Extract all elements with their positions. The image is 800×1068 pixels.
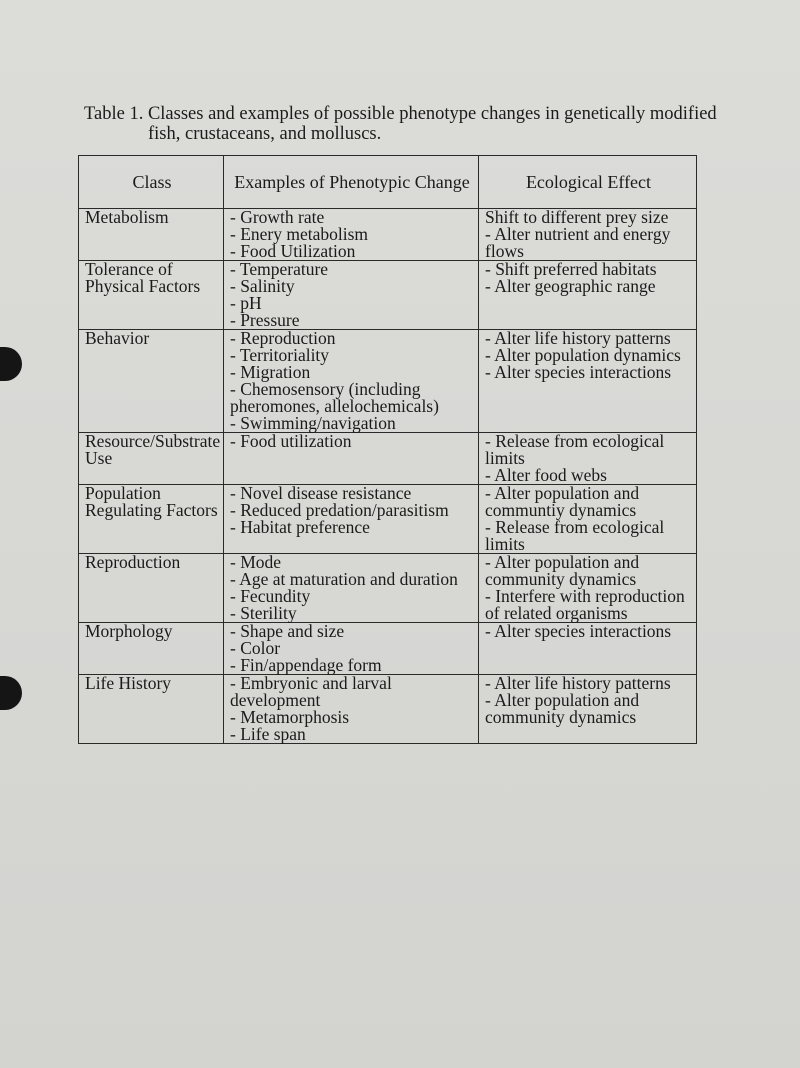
effect-cell-line: limits [485,534,525,554]
examples-cell-line: - Salinity [230,276,295,296]
effect-cell-line: - Alter species interactions [485,362,672,382]
examples-cell-line: - Growth rate [230,207,325,227]
examples-cell-line: - Food Utilization [230,241,356,261]
class-cell-line: Regulating Factors [85,500,218,520]
binder-hole [0,347,22,381]
class-cell [79,433,224,485]
examples-cell-line: - Habitat preference [230,517,370,537]
effect-cell [479,485,697,554]
examples-cell-line: - Sterility [230,603,297,623]
examples-cell-line: - Migration [230,362,311,382]
table-row [79,261,697,330]
caption-line-1: Table 1. Classes and examples of possible phenotype changes in genetically modified [84,104,717,124]
class-cell-line: Life History [85,673,172,693]
examples-cell-line: - Enery metabolism [230,224,369,244]
effect-cell-line: - Release from ecological [485,517,665,537]
examples-cell-line: - Food utilization [230,431,352,451]
examples-cell [224,330,479,433]
effect-cell-line: - Alter food webs [485,465,607,485]
header-examples: Examples of Phenotypic Change [224,156,479,209]
examples-cell-line: - Metamorphosis [230,707,350,727]
examples-cell-line: - Shape and size [230,621,345,641]
class-cell-line: Resource/Substrate [85,431,221,451]
examples-cell-line: - Pressure [230,310,300,330]
class-cell-line: Tolerance of [85,259,173,279]
examples-cell-line: - pH [230,293,262,313]
effect-cell-line: of related organisms [485,603,628,623]
examples-cell [224,485,479,554]
effect-cell-line: community dynamics [485,707,637,727]
effect-cell-line: - Alter life history patterns [485,328,671,348]
binder-hole [0,676,22,710]
effect-cell-line: community dynamics [485,569,637,589]
class-cell [79,485,224,554]
table-row [79,433,697,485]
class-cell [79,675,224,744]
effect-cell [479,675,697,744]
effect-cell-line: - Alter geographic range [485,276,656,296]
class-cell [79,554,224,623]
table-row [79,330,697,433]
class-cell [79,261,224,330]
examples-cell-line: - Reduced predation/parasitism [230,500,449,520]
effect-cell-line: - Alter population dynamics [485,345,681,365]
examples-cell-line: - Novel disease resistance [230,483,412,503]
effect-cell-line: - Alter population and [485,483,640,503]
examples-cell-line: - Age at maturation and duration [230,569,458,589]
phenotype-table [78,155,697,744]
examples-cell [224,554,479,623]
caption-line-2: fish, crustaceans, and molluscs. [148,124,382,144]
table-row [79,675,697,744]
examples-cell-line: pheromones, allelochemicals) [230,396,439,416]
effect-cell-line: - Release from ecological [485,431,665,451]
examples-cell [224,623,479,675]
class-cell-line: Behavior [85,328,150,348]
effect-cell [479,433,697,485]
effect-cell-line: limits [485,448,525,468]
examples-cell-line: - Chemosensory (including [230,379,421,399]
header-effect: Ecological Effect [479,156,697,209]
class-cell-line: Morphology [85,621,173,641]
examples-cell-line: - Embryonic and larval [230,673,392,693]
effect-cell [479,209,697,261]
examples-cell-line: - Swimming/navigation [230,413,396,433]
examples-cell [224,209,479,261]
examples-cell-line: development [230,690,321,710]
examples-cell-line: - Mode [230,552,282,572]
class-cell [79,330,224,433]
effect-cell [479,330,697,433]
effect-cell-line: communtiy dynamics [485,500,637,520]
effect-cell-line: - Interfere with reproduction [485,586,685,606]
table-caption [84,104,724,144]
class-cell-line: Population [85,483,161,503]
examples-cell-line: - Life span [230,724,306,744]
effect-cell-line: - Shift preferred habitats [485,259,657,279]
examples-cell-line: - Fecundity [230,586,311,606]
class-cell-line: Metabolism [85,207,169,227]
effect-cell-line: flows [485,241,524,261]
effect-cell [479,261,697,330]
effect-cell-line: - Alter nutrient and energy [485,224,671,244]
effect-cell [479,623,697,675]
examples-cell [224,675,479,744]
class-cell-line: Reproduction [85,552,181,572]
examples-cell [224,433,479,485]
table-row [79,554,697,623]
examples-cell-line: - Territoriality [230,345,330,365]
class-cell [79,209,224,261]
table-row [79,485,697,554]
class-cell-line: Use [85,448,113,468]
effect-cell-line: - Alter species interactions [485,621,672,641]
examples-cell-line: - Temperature [230,259,329,279]
examples-cell-line: - Reproduction [230,328,336,348]
examples-cell-line: - Color [230,638,281,658]
effect-cell-line: - Alter population and [485,690,640,710]
effect-cell-line: - Alter life history patterns [485,673,671,693]
table-row [79,209,697,261]
effect-cell-line: Shift to different prey size [485,207,669,227]
class-cell-line: Physical Factors [85,276,201,296]
header-class: Class [79,156,224,209]
examples-cell-line: - Fin/appendage form [230,655,382,675]
header-row [79,156,697,209]
examples-cell [224,261,479,330]
effect-cell [479,554,697,623]
table-row [79,623,697,675]
effect-cell-line: - Alter population and [485,552,640,572]
class-cell [79,623,224,675]
table-body [79,209,697,744]
